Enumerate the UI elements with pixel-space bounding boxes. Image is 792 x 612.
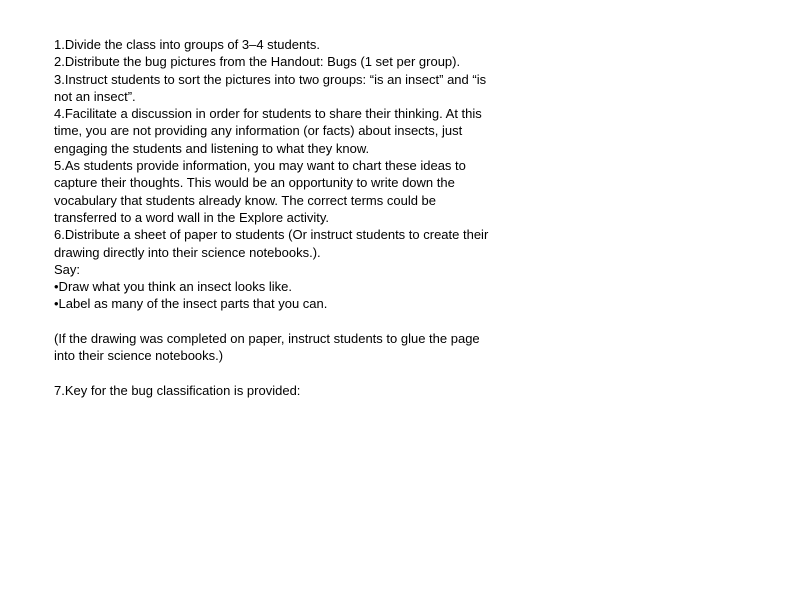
step-4-line: 4.Facilitate a discussion in order for students to share their thinking. At this	[54, 106, 482, 122]
note-line: (If the drawing was completed on paper, instruct students to glue the page	[54, 331, 480, 347]
step-5-line: 5.As students provide information, you may want to chart these ideas to	[54, 158, 466, 174]
bullet-draw-line: •Draw what you think an insect looks like.	[54, 279, 292, 295]
step-4-line-continued: engaging the students and listening to what they know.	[54, 140, 370, 156]
step-5-line-continued: capture their thoughts. This would be an opportunity to write down the	[54, 175, 455, 191]
note-line-continued: into their science notebooks.)	[54, 348, 224, 364]
step-6-line-continued: drawing directly into their science notebooks.).	[54, 244, 321, 260]
step-1-line: 1.Divide the class into groups of 3–4 students.	[54, 37, 320, 52]
step-2-line: 2.Distribute the bug pictures from the Handout: Bugs (1 set per group).	[54, 54, 461, 70]
blank-line	[54, 313, 534, 330]
blank-line	[54, 365, 534, 382]
step-3-line: 3.Instruct students to sort the pictures into two groups: “is an insect” and “is	[54, 71, 487, 87]
bullet-label-line: •Label as many of the insect parts that you can.	[54, 296, 328, 312]
step-6-line: 6.Distribute a sheet of paper to students (Or instruct students to create their	[54, 227, 489, 243]
step-5-line-continued: vocabulary that students already know. The correct terms could be	[54, 192, 437, 208]
say-label: Say:	[54, 261, 81, 277]
step-5-line-continued: transferred to a word wall in the Explore activity.	[54, 209, 330, 225]
step-3-line-continued: not an insect”.	[54, 88, 136, 104]
step-7-line: 7.Key for the bug classification is provided:	[54, 382, 301, 398]
step-4-line-continued: time, you are not providing any information (or facts) about insects, just	[54, 123, 463, 139]
instructions-text-block	[54, 36, 534, 399]
